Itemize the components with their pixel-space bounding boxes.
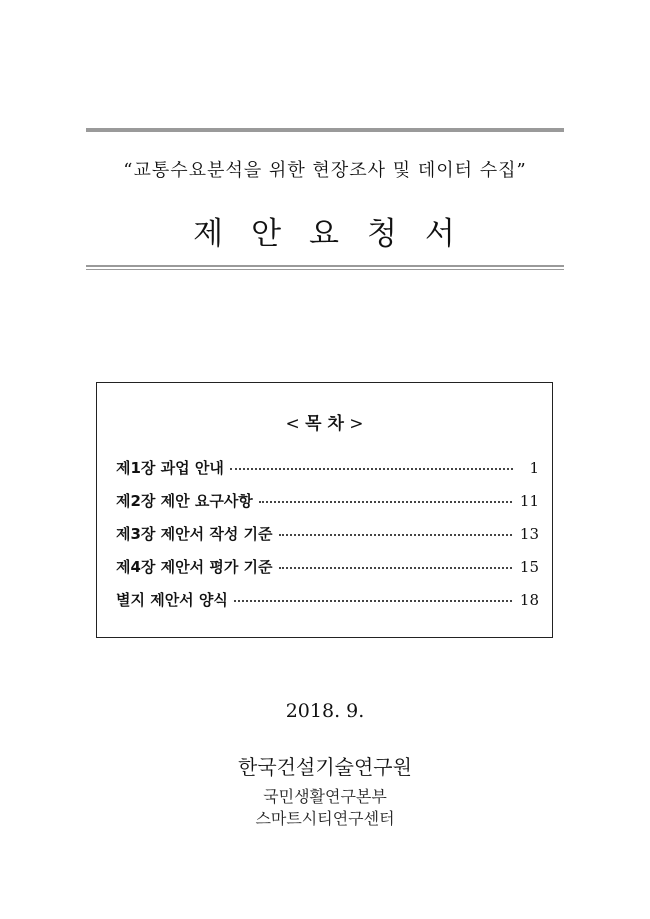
toc-item[interactable] xyxy=(116,490,539,523)
publication-date: 2018. 9. xyxy=(285,700,365,722)
toc-item[interactable] xyxy=(116,589,539,622)
toc-item-page: 11 xyxy=(519,492,539,510)
toc-item-label: 제1장 과업 안내 xyxy=(116,459,224,477)
document-subtitle: “교통수요분석을 위한 현장조사 및 데이터 수집” xyxy=(123,160,527,181)
toc-item[interactable] xyxy=(116,523,539,556)
title-char: 청 xyxy=(366,216,399,252)
toc-item-label: 제4장 제안서 평가 기준 xyxy=(116,558,273,576)
toc-list xyxy=(116,457,539,622)
toc-leader-dots xyxy=(259,500,512,503)
toc-item-label: 별지 제안서 양식 xyxy=(116,591,228,609)
top-rule xyxy=(86,128,564,132)
toc-item-page: 1 xyxy=(529,459,539,477)
bottom-rule xyxy=(86,265,564,267)
toc-leader-dots xyxy=(279,566,512,569)
toc-leader-dots xyxy=(230,467,513,470)
center-name: 스마트시티연구센터 xyxy=(255,809,395,828)
toc-item-label: 제2장 제안 요구사항 xyxy=(116,492,253,510)
toc-heading xyxy=(97,409,552,434)
toc-item[interactable] xyxy=(116,556,539,589)
title-char: 서 xyxy=(424,216,457,252)
toc-item[interactable] xyxy=(116,457,539,490)
toc-item-label: 제3장 제안서 작성 기준 xyxy=(116,525,273,543)
title-char: 요 xyxy=(309,216,341,252)
organization-name: 한국건설기술연구원 xyxy=(238,755,412,779)
toc-item-page: 15 xyxy=(519,558,539,576)
division-name: 국민생활연구본부 xyxy=(263,787,387,806)
toc-item-page: 18 xyxy=(519,591,539,609)
toc-heading-close: > xyxy=(343,414,364,434)
toc-leader-dots xyxy=(234,599,512,602)
document-title xyxy=(0,208,650,253)
toc-leader-dots xyxy=(279,533,512,536)
bottom-rule-thin xyxy=(86,269,564,270)
title-char: 안 xyxy=(251,216,284,252)
toc-item-page: 13 xyxy=(519,525,539,543)
title-char: 제 xyxy=(193,216,226,252)
toc-heading-text: 목 차 xyxy=(305,414,344,434)
table-of-contents xyxy=(96,382,553,638)
toc-heading-open: < xyxy=(285,414,306,434)
